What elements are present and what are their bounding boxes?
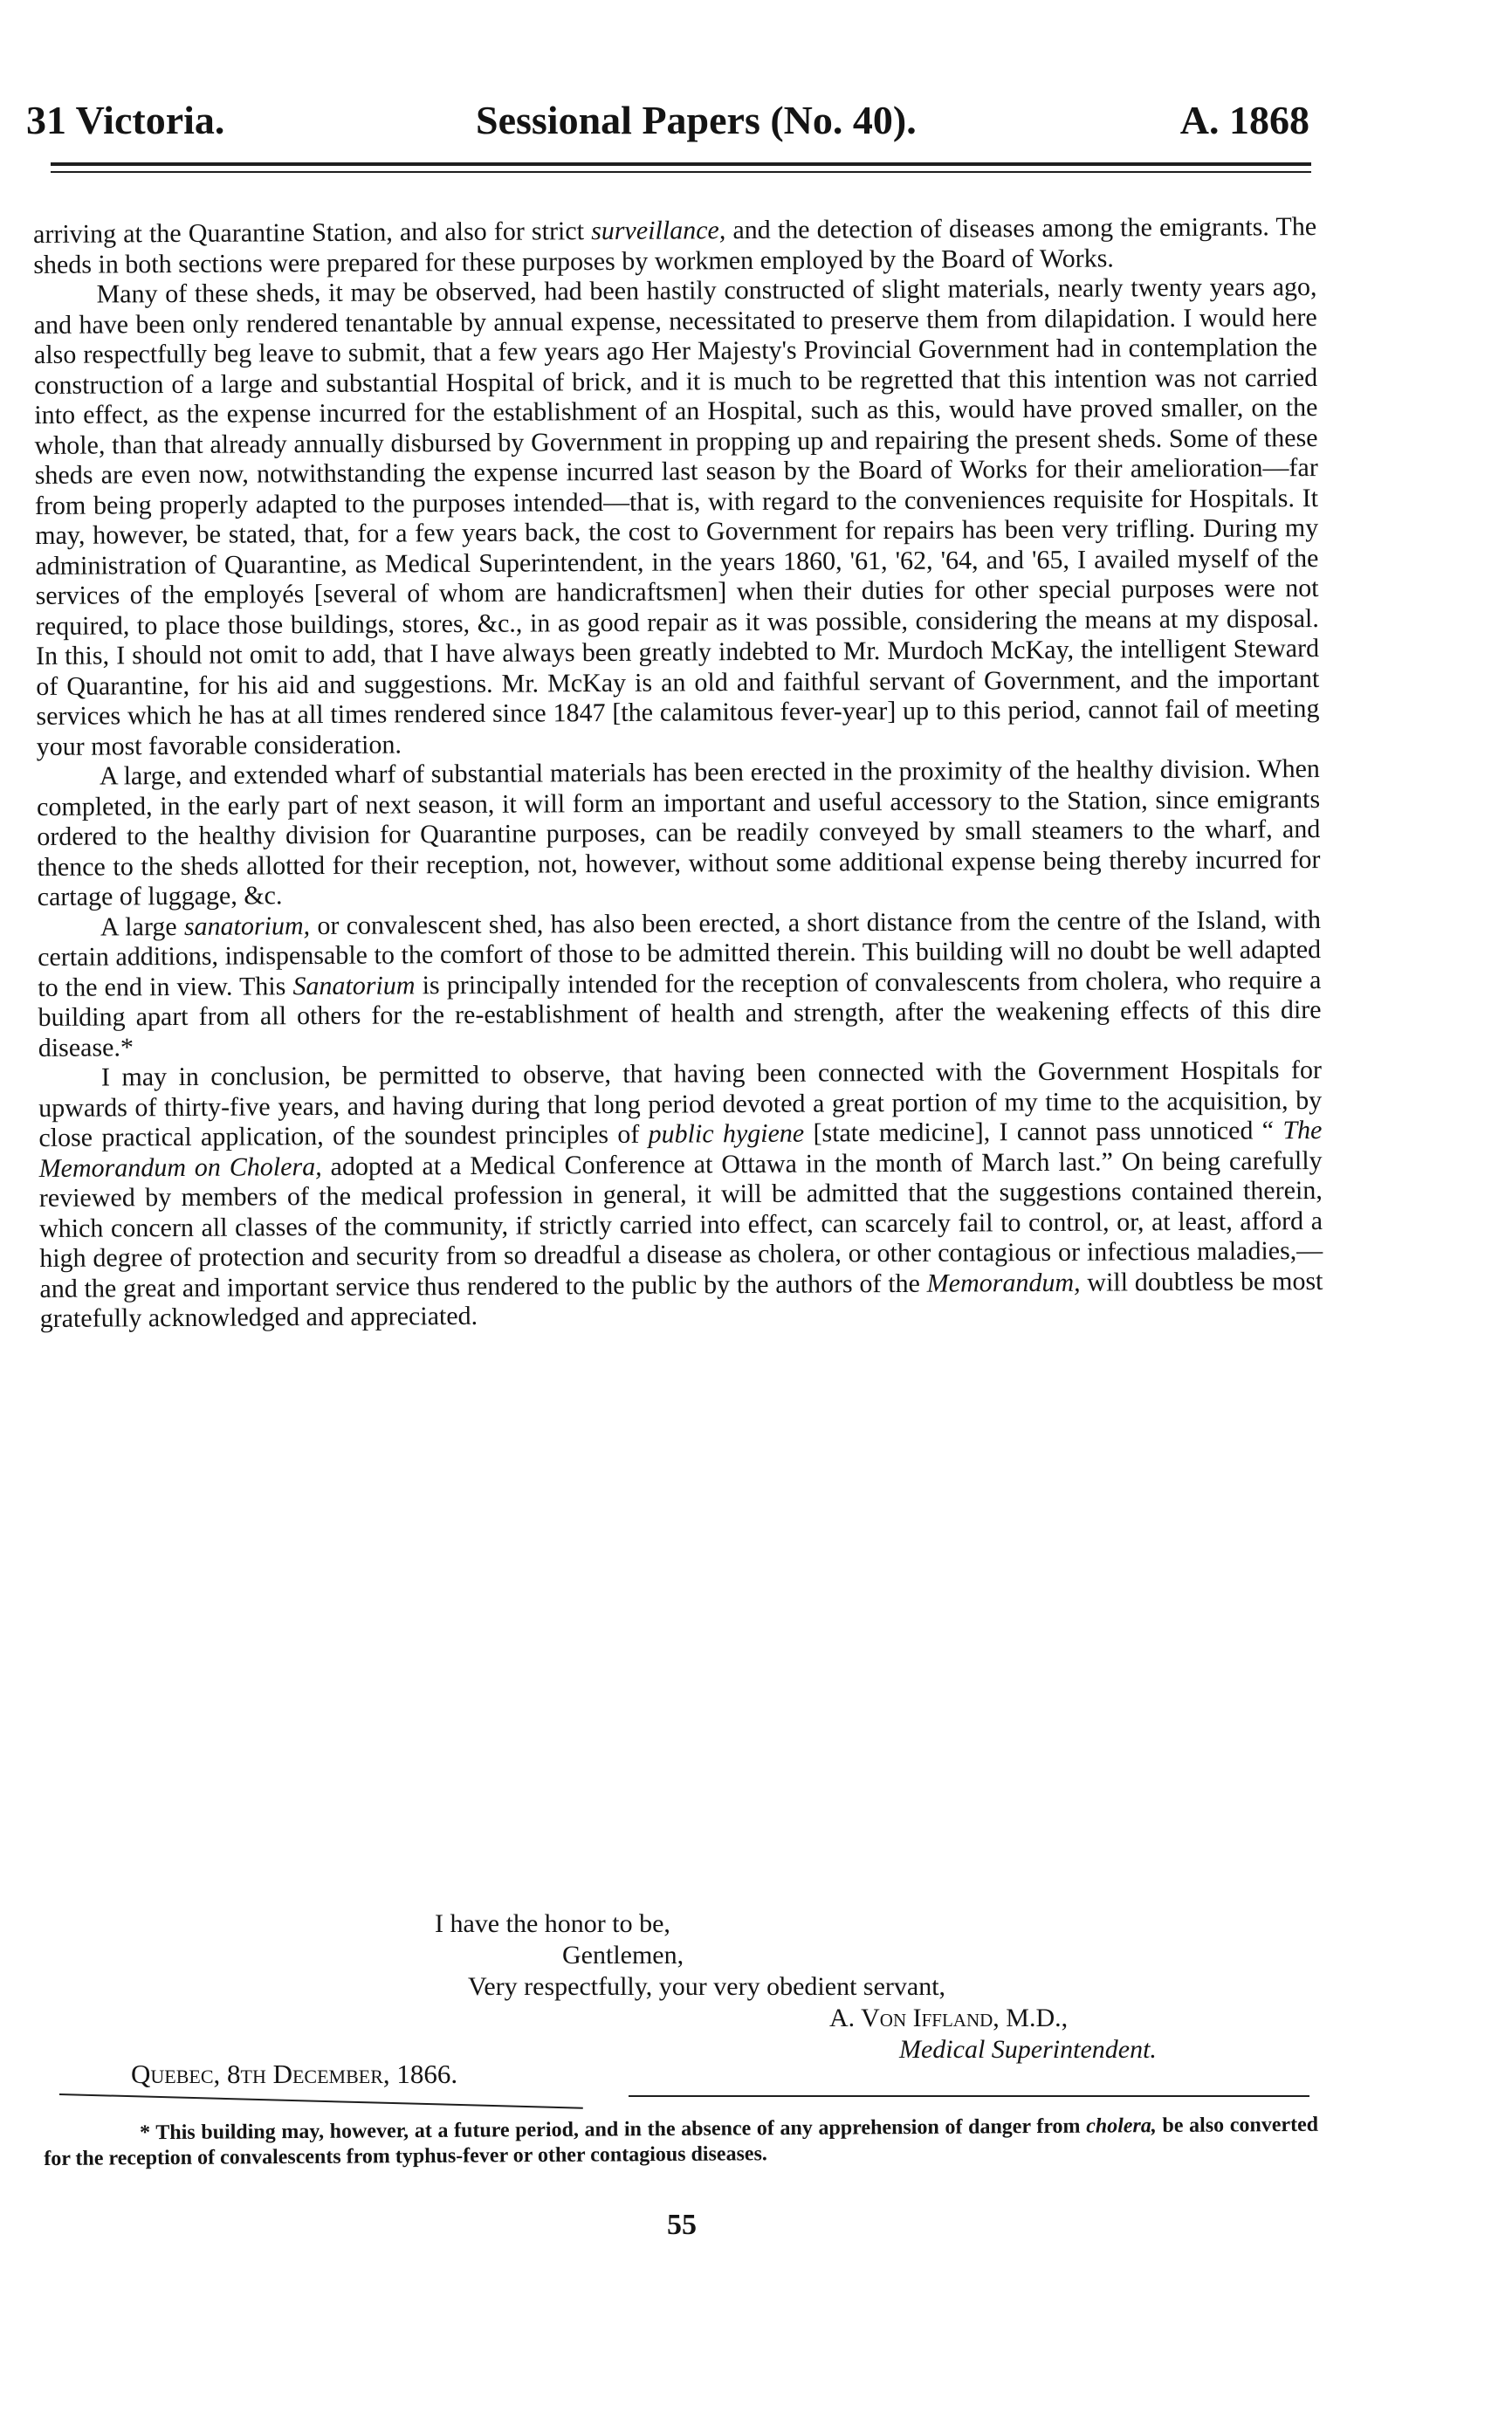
paragraph-2: Many of these sheds, it may be observed, had been hastily constructed of slight materials, nearly twenty years ago, and have been only rendered tenantable by annual expense, necessitated to preserve them from dilapidation. I would here also respectfully beg leave to submit, that a few years ago Her Majesty's Provincial Government had in contemplation the construction of a large and substantial Hospital of brick, and it is much to be regretted that this intention was not carried into effect, as the expense incurred for the establishment of an Hospital, such as this, would have proved smaller, on the whole, than that already annually disbursed by Government in propping up and repairing the present sheds. Some of these sheds are even now, notwithstanding the expense incurred last season by the Board of Works for their amelioration—far from being properly adapted to the purposes intended—that is, with regard to the conveniences requisite for Hospitals. It may, however, be stated, that, for a few years back, the cost to Government for repairs has been very trifling. During my administration of Quarantine, as Medical Superintendent, in the years 1860, '61, '62, '64, and '65, I availed myself of the services of the employés [several of whom are handicraftsmen] when their duties for other special purposes were not required, to place those buildings, stores, &c., in as good repair as it was possible, considering the means at my disposal. In this, I should not omit to add, that I have always been greatly indebted to Mr. Murdoch McKay, the intelligent Steward of Quarantine, for his aid and suggestions. Mr. McKay is an old and faithful servant of Government, and the important services which he has at all times rendered since 1847 [the calamitous fever-year] up to this period, cannot fail of meeting your most favorable consideration. <box>33 272 1320 761</box>
dateline-rule <box>59 2093 583 2109</box>
letter-body <box>33 212 1323 1334</box>
running-header <box>26 94 1309 147</box>
header-year: A. 1868 <box>1179 98 1309 142</box>
paragraph-1: arriving at the Quarantine Station, and also for strict surveillance, and the detection of diseases among the emigrants. The sheds in both sections were prepared for these purposes by workmen employed by the Board of Works. <box>33 212 1317 279</box>
closing-line-1: I have the honor to be, <box>435 1909 670 1938</box>
dateline: Quebec, 8th December, 1866. <box>131 2059 458 2089</box>
header-rule-thick <box>51 162 1311 166</box>
paragraph-4: A large sanatorium, or convalescent shed, has also been erected, a short distance from the centre of the Island, with certain additions, indispensable to the comfort of those to be admitted therein. This building will no doubt be well adapted to the end in view. This Sanatorium is principally intended for the reception of convalescents from cholera, who require a building apart from all others for the re-establishment of health and strength, after the weakening effects of this dire disease.* <box>38 904 1322 1062</box>
closing-line-2: Gentlemen, <box>562 1941 684 1970</box>
header-rule-thin <box>51 171 1311 173</box>
header-session: 31 Victoria. <box>26 98 225 142</box>
signature: A. Von Iffland, M.D., <box>829 2004 1069 2032</box>
paragraph-5: I may in conclusion, be permitted to observe, that having been connected with the Government Hospitals for upwards of thirty-five years, and having during that long period devoted a great portion of my time to the acquisition, by close practical application, of the soundest principles of public hygiene [state medicine], I cannot pass unnoticed “ The Memorandum on Cholera, adopted at a Medical Conference at Ottawa in the month of March last.” On being carefully reviewed by members of the medical profession in general, it will be admitted that the suggestions contained therein, which concern all classes of the community, if strictly carried into effect, can scarcely fail to control, or, at least, afford a high degree of protection and security from so dreadful a disease as cholera, or other contagious or infectious maladies,—and the great and important service thus rendered to the public by the authors of the Memorandum, will doubtless be most gratefully acknowledged and appreciated. <box>38 1055 1323 1333</box>
footnote: * This building may, however, at a future period, and in the absence of any apprehension of danger from cholera, be also converted for the reception of convalescents from typhus-fever or other contagious diseases. <box>44 2113 1319 2170</box>
footnote-rule <box>629 2095 1309 2097</box>
paragraph-3: A large, and extended wharf of substantial materials has been erected in the proximity of the healthy division. When completed, in the early part of next season, it will form an important and useful accessory to the Station, since emigrants ordered to the healthy division for Quarantine purposes, can be readily conveyed by small steamers to the wharf, and thence to the sheds allotted for their reception, not, however, without some additional expense being thereby incurred for cartage of luggage, &c. <box>37 754 1321 911</box>
closing-line-3: Very respectfully, your very obedient servant, <box>468 1972 946 2001</box>
signature-title: Medical Superintendent. <box>899 2035 1157 2064</box>
page-number: 55 <box>667 2209 697 2241</box>
header-title: Sessional Papers (No. 40). <box>476 98 917 142</box>
